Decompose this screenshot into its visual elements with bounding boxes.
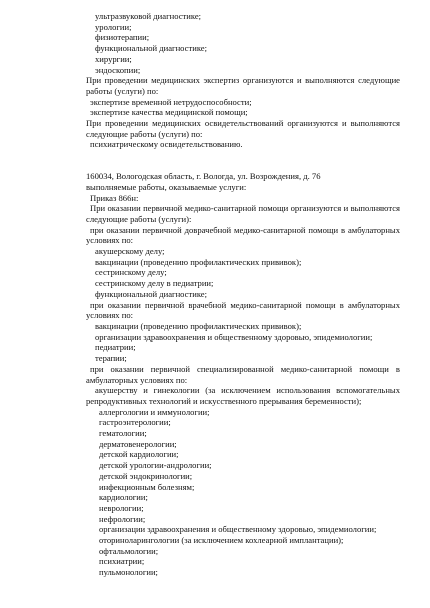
text-line: терапии; [95,353,127,364]
text-line: оториноларингологии (за исключением кохлеарной имплантации); [99,535,344,546]
text-line: При оказании первичной медико-санитарной помощи организуются и выполняются [90,203,400,214]
text-line: при оказании первичной специализированной медико-санитарной помощи в [90,363,400,374]
text-line: гастроэнтерологии; [99,417,171,428]
text-line: акушерскому делу; [95,246,165,257]
text-line: аллергологии и иммунологии; [99,406,210,417]
text-line: сестринскому делу в педиатрии; [95,278,214,289]
text-line: офтальмологии; [99,545,159,556]
license-services-block-2 [86,171,400,578]
text-line: физиотерапии; [95,32,150,43]
text-line: выполняемые работы, оказываемые услуги: [86,181,247,192]
text-line: амбулаторных условиях по: [86,374,188,385]
text-line: при оказании первичной доврачебной медико-санитарной помощи в амбулаторных [90,224,400,235]
text-line: организации здравоохранения и общественному здоровью, эпидемиологии; [95,331,373,342]
text-line: Приказ 866н: [90,192,139,203]
license-services-block-1 [86,11,400,150]
text-line: при оказании первичной врачебной медико-санитарной помощи в амбулаторных [90,299,400,310]
text-line: функциональной диагностике; [95,288,208,299]
text-line: сестринскому делу; [95,267,167,278]
text-line: педиатрии; [95,342,136,353]
text-line: экспертизе временной нетрудоспособности; [90,96,252,107]
text-line: неврологии; [99,502,144,513]
text-line: психиатрическому освидетельствованию. [90,139,243,150]
text-line: репродуктивных технологий и искусственного прерывания беременности); [86,395,362,406]
text-line: эндоскопии; [95,64,141,75]
text-line: инфекционным болезням; [99,481,195,492]
text-line: вакцинации (проведению профилактических прививок); [95,256,302,267]
text-line: работы (услуги) по: [86,85,159,96]
text-line: гематологии; [99,428,147,439]
text-line: При проведении медицинских экспертиз организуются и выполняются следующие [86,75,400,86]
text-line: детской урологии-андрологии; [99,460,212,471]
text-line: детской эндокринологии; [99,470,193,481]
text-line: следующие работы (услуги): [86,213,192,224]
text-line: вакцинации (проведению профилактических прививок); [95,320,302,331]
text-line: экспертизе качества медицинской помощи; [90,107,248,118]
text-line: дерматовенерологии; [99,438,177,449]
text-line: нефрологии; [99,513,146,524]
text-line: организации здравоохранения и общественному здоровью, эпидемиологии; [99,524,377,535]
text-line: хирургии; [95,53,132,64]
text-line: функциональной диагностике; [95,43,208,54]
text-line: следующие работы (услуги) по: [86,128,203,139]
text-line: условиях по: [86,310,134,321]
block-separator [86,150,400,171]
text-line: ультразвуковой диагностике; [95,11,202,21]
text-line: акушерству и гинекологии (за исключением использования вспомогательных [95,385,400,396]
text-line: При проведении медицинских освидетельствований организуются и выполняются [86,118,400,129]
text-line: пульмонологии; [99,567,158,578]
text-line: условиях по: [86,235,134,246]
text-line: детской кардиологии; [99,449,179,460]
text-line: 160034, Вологодская область, г. Вологда, ул. Возрождения, д. 76 [86,171,321,182]
text-line: психиатрии; [99,556,145,567]
text-line: урологии; [95,21,132,32]
text-line: кардиологии; [99,492,148,503]
